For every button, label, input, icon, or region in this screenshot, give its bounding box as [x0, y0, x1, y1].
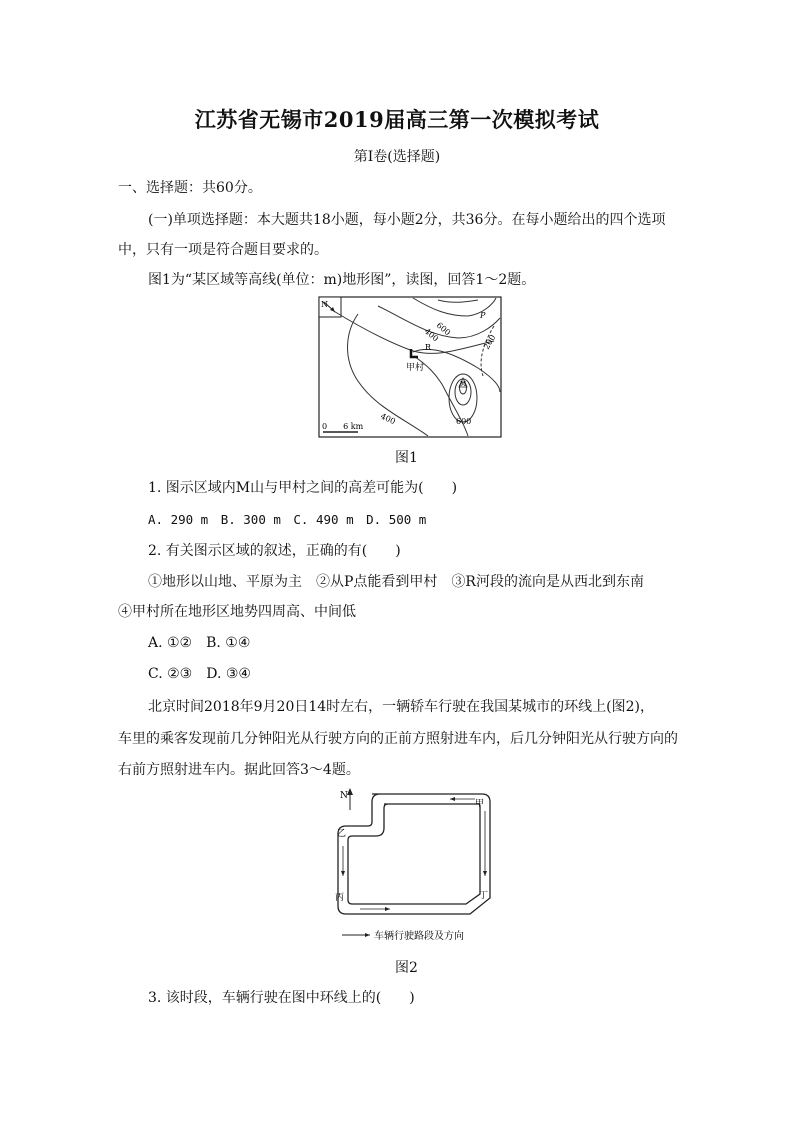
river-r-label: R — [425, 343, 432, 352]
place-label-jia: 甲 — [475, 799, 485, 809]
contour-label-600-lower: 600 — [456, 417, 472, 426]
subsection-intro-line-1: (一)单项选择题：本大题共18小题，每小题2分，共36分。在每小题给出的四个选项 — [148, 212, 666, 228]
question-2-options-1: A. ①② B. ①④ — [148, 635, 251, 651]
figure1-caption: 图1 — [395, 450, 418, 466]
village-label: 甲村 — [406, 363, 425, 373]
contour-label-400-lower: 400 — [379, 411, 397, 427]
section-heading: 一、选择题：共60分。 — [118, 180, 262, 196]
north-label: N — [321, 300, 328, 309]
contour-label-400: 400 — [422, 326, 441, 344]
contour-label-200: 200 — [481, 333, 498, 351]
figure2-caption: 图2 — [395, 960, 418, 976]
figure1-intro: 图1为“某区域等高线(单位：m)地形图”，读图，回答1～2题。 — [148, 272, 536, 288]
question-2-options-2: C. ②③ D. ③④ — [148, 666, 251, 682]
contour-label-600: 600 — [434, 320, 453, 338]
scale-label: 0 6 km — [322, 422, 364, 431]
page-title: 江苏省无锡市2019届高三第一次模拟考试 — [194, 107, 600, 132]
legend-label: 车辆行驶路段及方向 — [374, 931, 464, 942]
figure2-intro-line-1: 北京时间2018年9月20日14时左右，一辆轿车行驶在我国某城市的环线上(图2)， — [148, 699, 654, 715]
subsection-intro-line-2: 中，只有一项是符合题目要求的。 — [118, 242, 328, 258]
figure2-ring-road-map — [330, 786, 500, 946]
fig2-north-label: N — [340, 791, 348, 801]
question-2-statements-1: ①地形以山地、平原为主 ②从P点能看到甲村 ③R河段的流向是从西北到东南 — [148, 574, 644, 590]
place-label-bing: 丙 — [335, 893, 345, 903]
question-2-stem: 2. 有关图示区域的叙述，正确的有( ) — [148, 543, 401, 559]
place-label-yi: 乙 — [337, 829, 347, 839]
figure2-intro-line-2: 车里的乘客发现前几分钟阳光从行驶方向的正前方照射进车内，后几分钟阳光从行驶方向的 — [118, 731, 678, 747]
mountain-label: M — [460, 381, 467, 388]
figure1-contour-map — [318, 296, 502, 438]
question-2-statements-2: ④甲村所在地形区地势四周高、中间低 — [118, 604, 356, 620]
question-3-stem: 3. 该时段，车辆行驶在图中环线上的( ) — [148, 990, 415, 1006]
figure2-intro-line-3: 右前方照射进车内。据此回答3～4题。 — [118, 762, 360, 778]
section-subtitle: 第Ⅰ卷(选择题) — [353, 149, 441, 165]
place-label-ding: 丁 — [479, 891, 489, 901]
ring-road-inner — [348, 804, 480, 904]
point-p-label: P — [480, 311, 486, 320]
question-1-options: A. 290 m B. 300 m C. 490 m D. 500 m — [148, 512, 427, 527]
ring-road-outer — [338, 794, 490, 914]
north-arrow — [340, 788, 353, 810]
question-1-stem: 1. 图示区域内M山与甲村之间的高差可能为( ) — [148, 480, 458, 496]
